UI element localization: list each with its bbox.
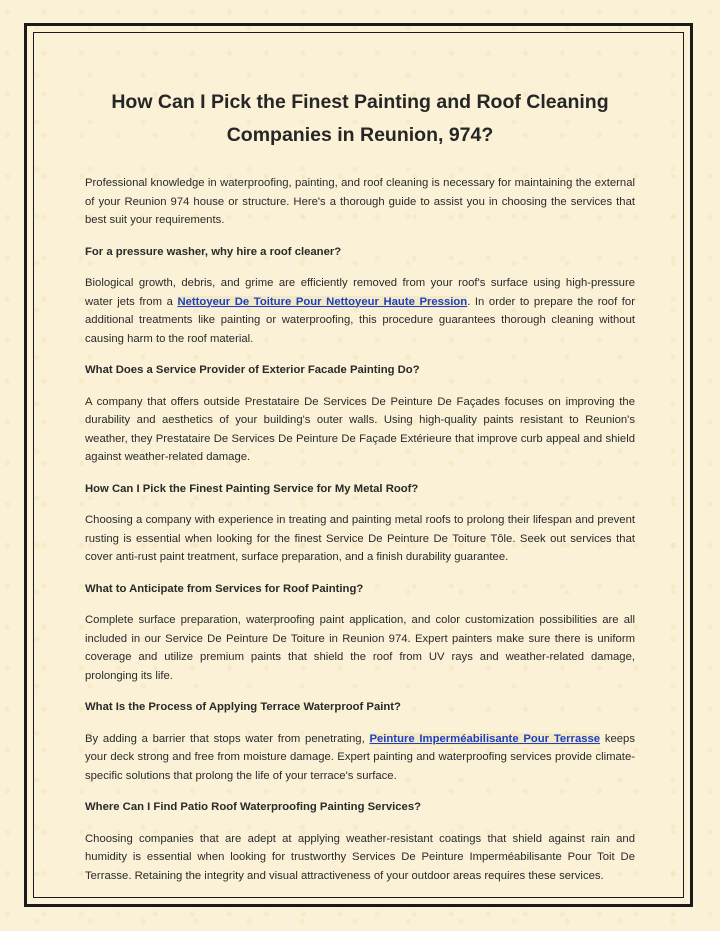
section-paragraph-roof-painting: Complete surface preparation, waterproofing paint application, and color customization possibilities are all included in our Service De Peinture De Toiture in Reunion 974. Expert painters make sure there is uniform coverage and utilize premium paints that shield the roof from UV rays and weather-related damage, prolonging its life. bbox=[85, 614, 635, 682]
paragraph-text: Biological growth, debris, and grime are efficiently removed from your roof's surface using high-pressure water jets from a bbox=[85, 277, 635, 308]
document-body bbox=[85, 86, 635, 898]
section-paragraph-facade: A company that offers outside Prestataire De Services De Peinture De Façades focuses on improving the durability and aesthetics of your building's outer walls. Using high-quality paints resistant to Reunion's weather, they Prestataire De Services De Peinture De Façade Extérieure that improve curb appeal and shield against weather-related damage. bbox=[85, 395, 635, 463]
page-title: How Can I Pick the Finest Painting and Roof Cleaning Companies in Reunion, 974? bbox=[111, 91, 609, 146]
paragraph-text: . In order to prepare the roof for additional treatments like painting or waterproofing, this procedure guarantees thorough cleaning without causing harm to the roof material. bbox=[85, 295, 635, 345]
section-heading-metal-roof: How Can I Pick the Finest Painting Service for My Metal Roof? bbox=[85, 482, 419, 495]
section-paragraph-patio-roof: Choosing companies that are adept at applying weather-resistant coatings that shield against rain and humidity is essential when looking for trustworthy Services De Peinture Imperméabilisante Pour Toit De Terrasse. Retaining the integrity and visual attractiveness of your outdoor areas requires these services. bbox=[85, 832, 635, 882]
link-terrace-paint[interactable]: Peinture Imperméabilisante Pour Terrasse bbox=[369, 732, 601, 745]
section-paragraph-terrace-paint bbox=[85, 730, 635, 786]
paragraph-text: By adding a barrier that stops water from penetrating, bbox=[85, 732, 370, 745]
link-roof-cleaner[interactable]: Nettoyeur De Toiture Pour Nettoyeur Haute Pression bbox=[177, 295, 468, 308]
section-heading-terrace-paint: What Is the Process of Applying Terrace Waterproof Paint? bbox=[85, 701, 401, 713]
section-heading-roof-cleaner: For a pressure washer, why hire a roof cleaner? bbox=[85, 245, 342, 258]
section-heading-facade: What Does a Service Provider of Exterior Facade Painting Do? bbox=[85, 364, 420, 376]
paragraph-text: keeps your deck strong and free from moisture damage. Expert painting and waterproofing services provide climate-specific solutions that prolong the life of your terrace's surface. bbox=[85, 732, 635, 782]
intro-paragraph: Professional knowledge in waterproofing, painting, and roof cleaning is necessary for maintaining the external of your Reunion 974 house or structure. Here's a thorough guide to assist you in choosing the services that best suit your requirements. bbox=[85, 177, 635, 226]
section-paragraph-metal-roof: Choosing a company with experience in treating and painting metal roofs to prolong their lifespan and prevent rusting is essential when looking for the finest Service De Peinture De Toiture Tôle. Seek out services that cover anti-rust paint treatment, surface preparation, and a finish durability guarantee. bbox=[85, 514, 635, 563]
section-paragraph-roof-cleaner bbox=[85, 274, 635, 348]
section-heading-patio-roof: Where Can I Find Patio Roof Waterproofing Painting Services? bbox=[85, 801, 422, 813]
section-heading-roof-painting: What to Anticipate from Services for Roof Painting? bbox=[85, 582, 364, 595]
